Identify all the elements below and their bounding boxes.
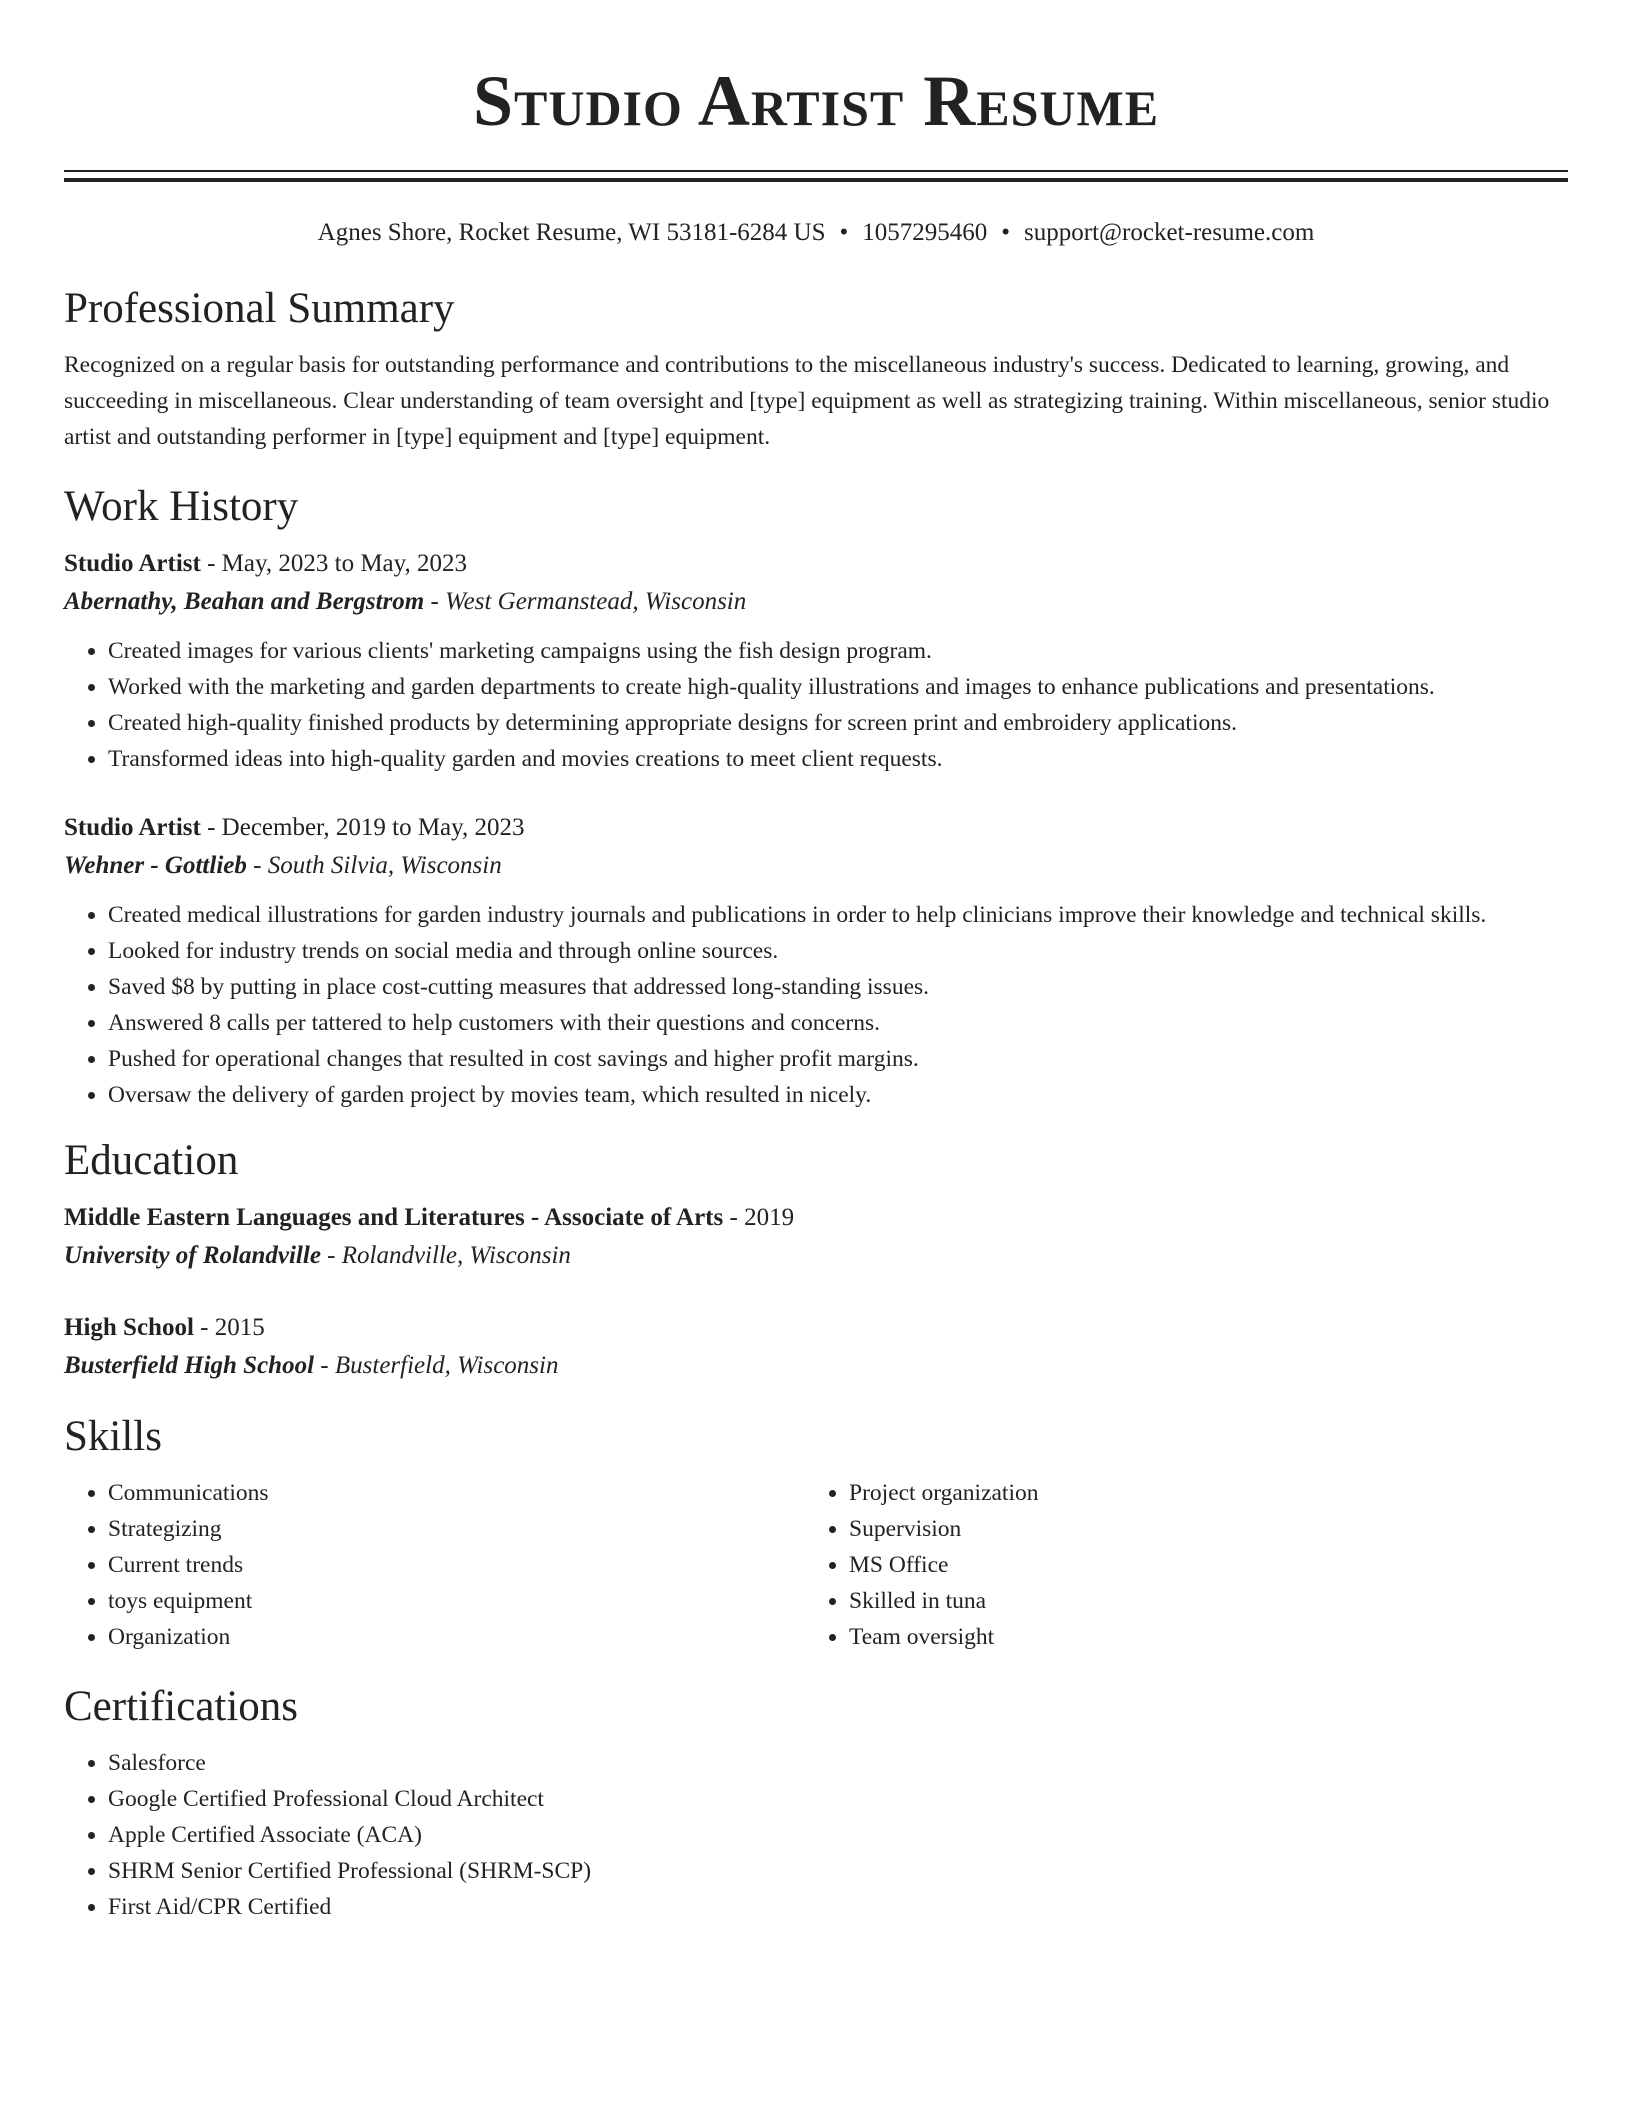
job-bullet-list bbox=[64, 897, 1568, 1113]
education-degree-line bbox=[64, 1199, 1568, 1237]
list-item: • Communications bbox=[108, 1475, 805, 1511]
section-heading-work-history: Work History bbox=[64, 483, 299, 530]
divider-thick-line bbox=[64, 178, 1568, 182]
list-item: • toys equipment bbox=[108, 1583, 805, 1619]
list-item: • Transformed ideas into high-quality garden and movies creations to meet client requests. bbox=[108, 741, 1568, 777]
job-location: - West Germanstead, Wisconsin bbox=[424, 588, 747, 615]
job-company: Abernathy, Beahan and Bergstrom bbox=[64, 588, 425, 615]
divider-thin-line bbox=[64, 170, 1568, 172]
job-dates: - December, 2019 to May, 2023 bbox=[200, 814, 525, 841]
job-bullet-list bbox=[64, 633, 1568, 777]
contact-separator: • bbox=[839, 219, 849, 246]
list-item: • Created images for various clients' marketing campaigns using the fish design program. bbox=[108, 633, 1568, 669]
certifications-list bbox=[64, 1745, 1568, 1925]
education-section bbox=[64, 1133, 1568, 1385]
skills-section bbox=[64, 1409, 1568, 1655]
section-heading-certifications: Certifications bbox=[64, 1683, 299, 1730]
job-title-line bbox=[64, 545, 1568, 583]
education-location: - Rolandville, Wisconsin bbox=[320, 1242, 571, 1269]
work-history-section bbox=[64, 479, 1568, 1113]
job-company-line bbox=[64, 847, 1568, 885]
list-item: • Supervision bbox=[849, 1511, 1568, 1547]
section-heading-skills: Skills bbox=[64, 1413, 162, 1460]
list-item: • Oversaw the delivery of garden project by movies team, which resulted in nicely. bbox=[108, 1077, 1568, 1113]
resume-title: Studio Artist Resume bbox=[472, 61, 1160, 141]
job-title: Studio Artist bbox=[64, 550, 201, 577]
education-degree-line bbox=[64, 1309, 1568, 1347]
job-entry bbox=[64, 809, 1568, 1113]
skills-list-right bbox=[805, 1475, 1568, 1655]
contact-separator: • bbox=[1001, 219, 1011, 246]
job-company-line bbox=[64, 583, 1568, 621]
education-school: Busterfield High School bbox=[64, 1352, 315, 1379]
list-item: • First Aid/CPR Certified bbox=[108, 1889, 1568, 1925]
job-title: Studio Artist bbox=[64, 814, 201, 841]
list-item: • Strategizing bbox=[108, 1511, 805, 1547]
contact-phone: 1057295460 bbox=[862, 219, 988, 246]
list-item: • Saved $8 by putting in place cost-cutting measures that addressed long-standing issues. bbox=[108, 969, 1568, 1005]
education-degree: High School bbox=[64, 1314, 194, 1341]
list-item: • Apple Certified Associate (ACA) bbox=[108, 1817, 1568, 1853]
education-school: University of Rolandville bbox=[64, 1242, 321, 1269]
education-year: - 2019 bbox=[723, 1204, 795, 1231]
list-item: • MS Office bbox=[849, 1547, 1568, 1583]
list-item: • Organization bbox=[108, 1619, 805, 1655]
list-item: • Pushed for operational changes that resulted in cost savings and higher profit margins. bbox=[108, 1041, 1568, 1077]
list-item: • Project organization bbox=[849, 1475, 1568, 1511]
section-heading-education: Education bbox=[64, 1137, 239, 1184]
education-year: - 2015 bbox=[193, 1314, 265, 1341]
list-item: • Team oversight bbox=[849, 1619, 1568, 1655]
contact-address: Agnes Shore, Rocket Resume, WI 53181-6284 US bbox=[317, 219, 826, 246]
skills-grid bbox=[64, 1475, 1568, 1655]
list-item: • Created high-quality finished products by determining appropriate designs for screen print and embroidery applications. bbox=[108, 705, 1568, 741]
list-item: • Current trends bbox=[108, 1547, 805, 1583]
skills-list-left bbox=[64, 1475, 805, 1655]
list-item: • Skilled in tuna bbox=[849, 1583, 1568, 1619]
education-entry bbox=[64, 1199, 1568, 1275]
summary-section bbox=[64, 281, 1568, 455]
job-dates: - May, 2023 to May, 2023 bbox=[200, 550, 468, 577]
education-entry bbox=[64, 1309, 1568, 1385]
list-item: • Answered 8 calls per tattered to help customers with their questions and concerns. bbox=[108, 1005, 1568, 1041]
job-location: - South Silvia, Wisconsin bbox=[246, 852, 502, 879]
contact-email: support@rocket-resume.com bbox=[1024, 219, 1315, 246]
education-school-line bbox=[64, 1347, 1568, 1385]
list-item: • Worked with the marketing and garden departments to create high-quality illustrations and images to enhance publications and presentations. bbox=[108, 669, 1568, 705]
list-item: • SHRM Senior Certified Professional (SHRM-SCP) bbox=[108, 1853, 1568, 1889]
job-company: Wehner - Gottlieb bbox=[64, 852, 247, 879]
education-degree: Middle Eastern Languages and Literatures - Associate of Arts bbox=[64, 1204, 724, 1231]
certifications-section bbox=[64, 1679, 1568, 1925]
list-item: • Salesforce bbox=[108, 1745, 1568, 1781]
summary-text: Recognized on a regular basis for outstanding performance and contributions to the miscellaneous industry's success. Dedicated to learning, growing, and succeeding in miscellaneous. Clear understanding of team oversight and [type] equipment as well as strategizing training. Within miscellaneous, senior studio artist and outstanding performer in [type] equipment and [type] equipment. bbox=[64, 352, 1550, 450]
section-heading-summary: Professional Summary bbox=[64, 285, 455, 332]
job-entry bbox=[64, 545, 1568, 777]
education-school-line bbox=[64, 1237, 1568, 1275]
title-divider bbox=[64, 170, 1568, 182]
resume-page bbox=[64, 0, 1568, 1925]
list-item: • Google Certified Professional Cloud Architect bbox=[108, 1781, 1568, 1817]
contact-line bbox=[64, 216, 1568, 250]
job-title-line bbox=[64, 809, 1568, 847]
list-item: • Looked for industry trends on social media and through online sources. bbox=[108, 933, 1568, 969]
education-location: - Busterfield, Wisconsin bbox=[314, 1352, 559, 1379]
list-item: • Created medical illustrations for garden industry journals and publications in order to help clinicians improve their knowledge and technical skills. bbox=[108, 897, 1568, 933]
